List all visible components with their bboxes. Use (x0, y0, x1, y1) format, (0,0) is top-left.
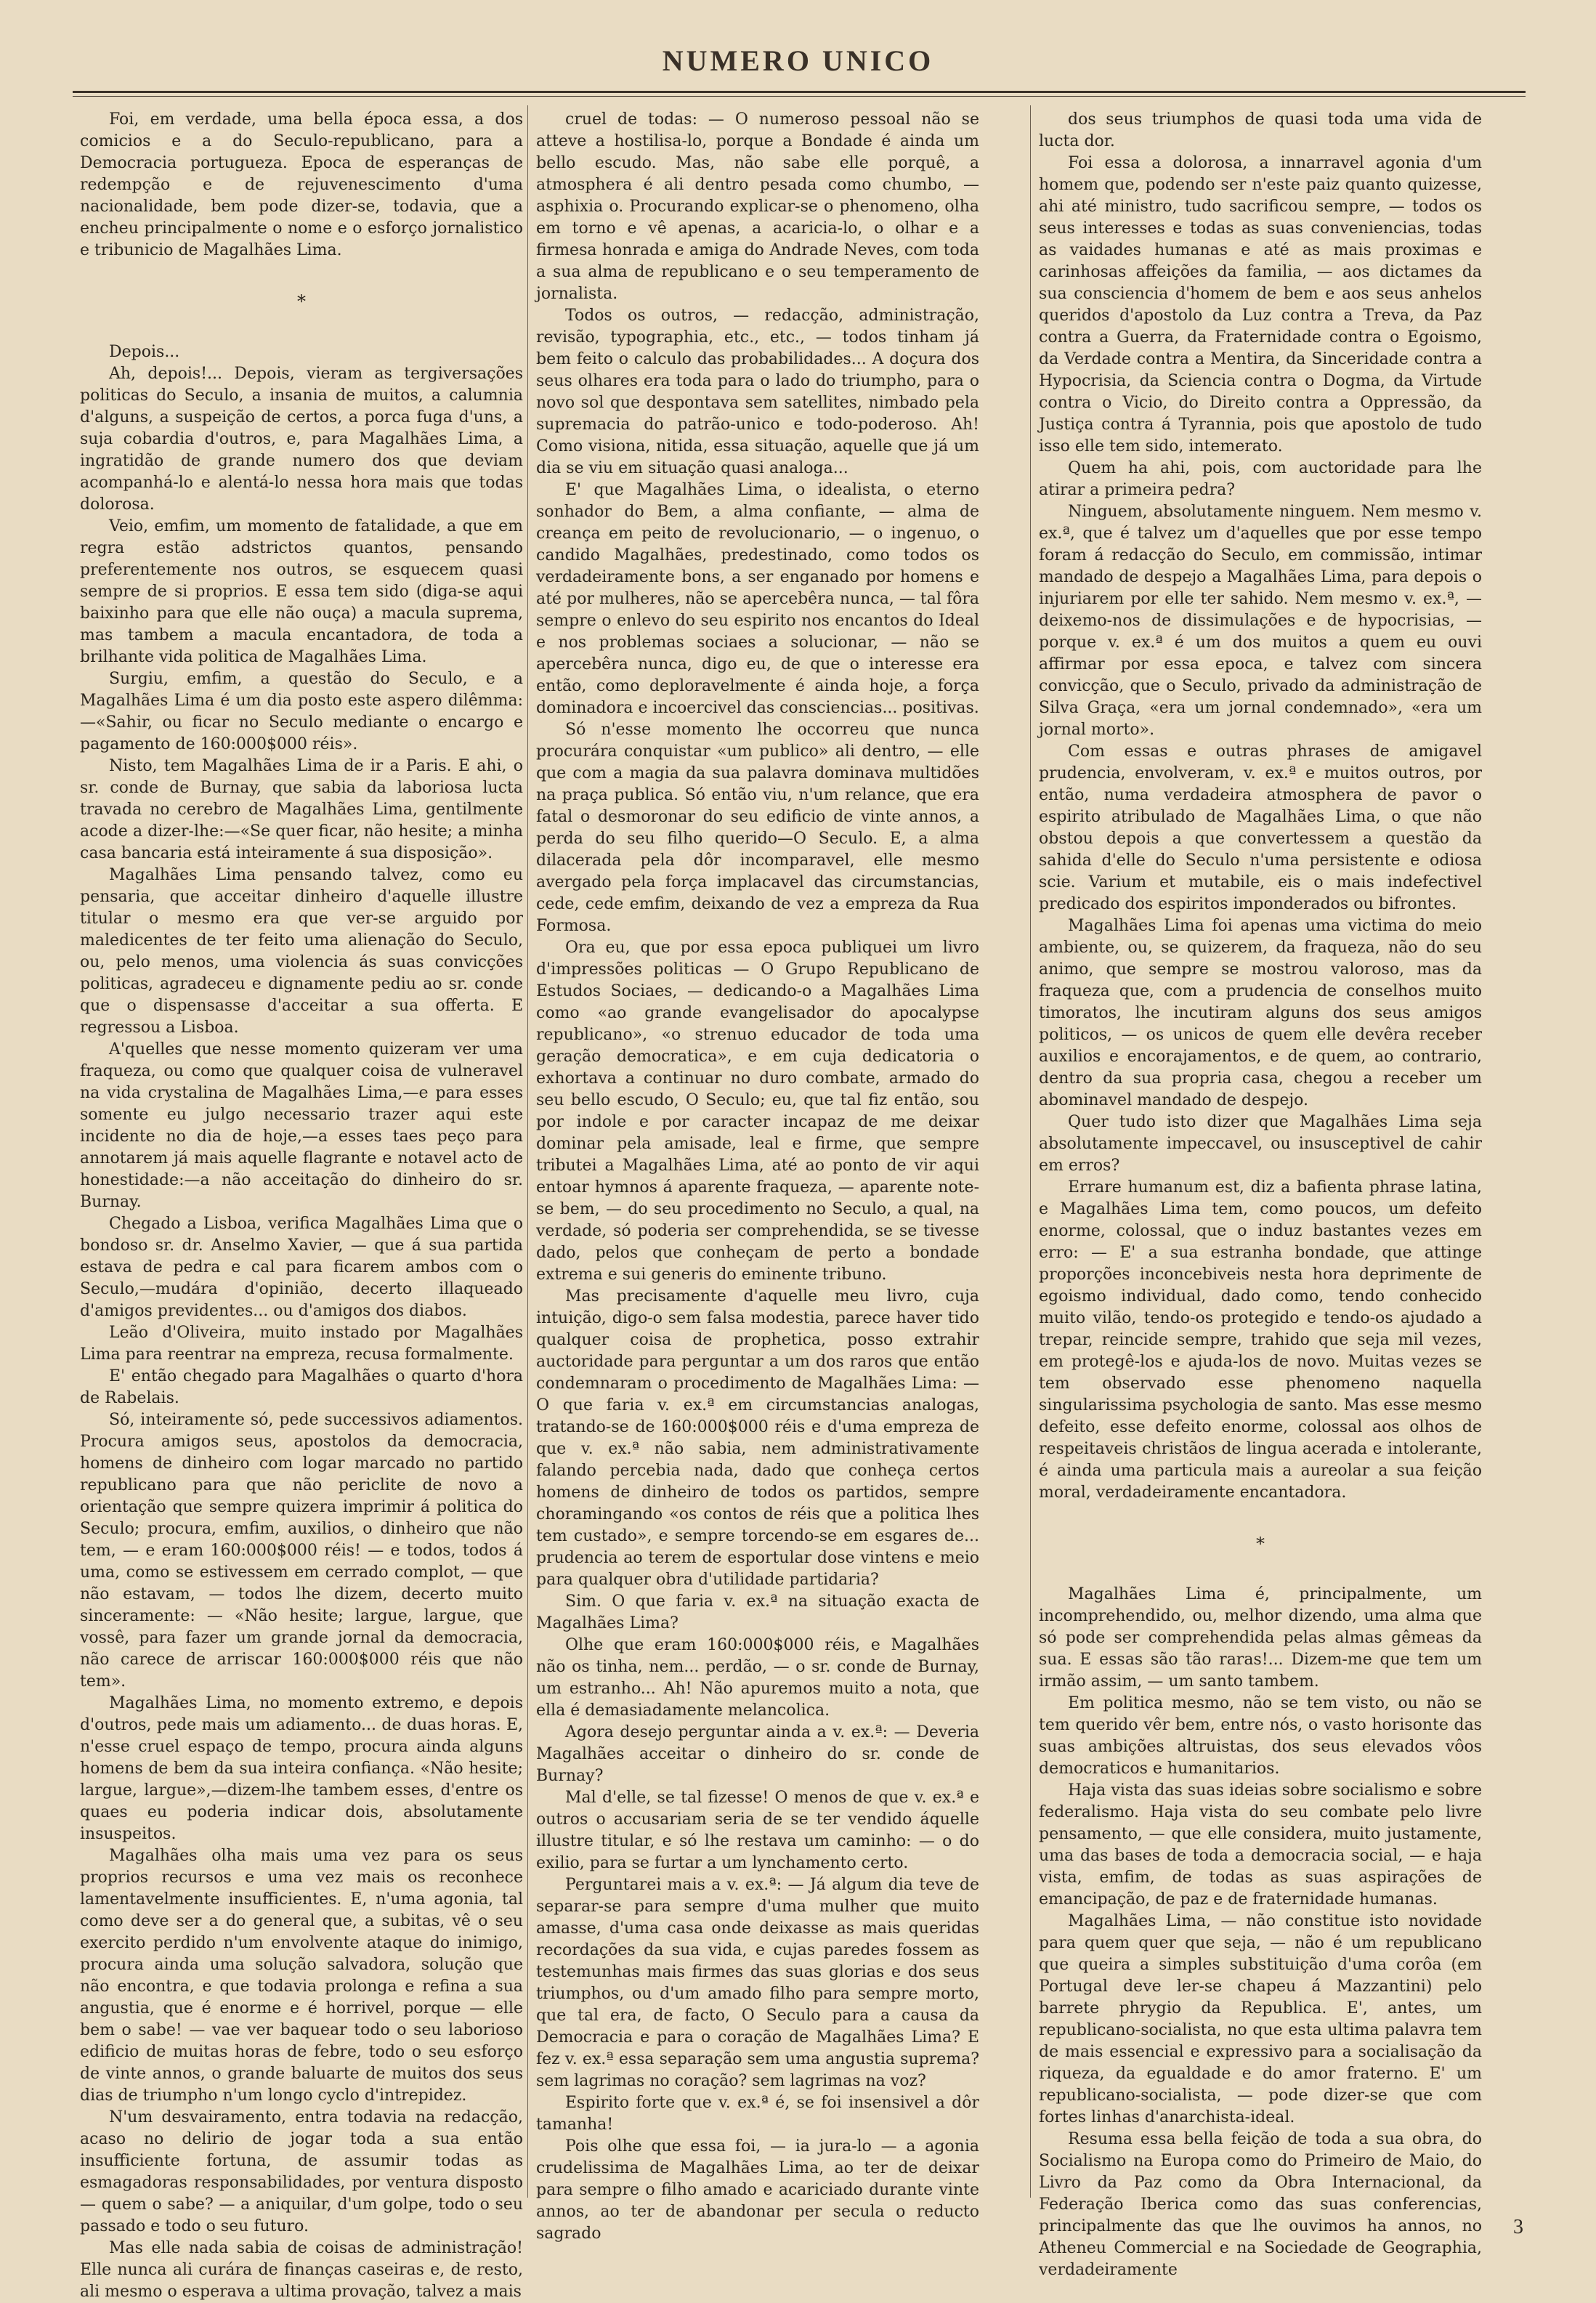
paragraph: Só, inteiramente só, pede successivos adiamentos. Procura amigos seus, apostolos da democracia, homens de dinheiro com logar marcado no partido republicano para que não periclite de novo a orientação que sempre quizera imprimir á politica do Seculo; procura, emfim, auxilios, o dinheiro que não tem, — e eram 160:000$000 réis! — e todos, todos á uma, como se estivessem em cerrado complot, — que não estavam, — todos lhe dizem, decerto muito sinceramente: — «Não hesite; largue, largue, que vossê, para fazer um grande jornal da democracia, não carece de arriscar 160:000$000 réis que não tem». (80, 1411, 523, 1691)
paragraph: Depois... (109, 343, 180, 361)
page-header: NUMERO UNICO (662, 44, 934, 77)
paragraph: Em politica mesmo, não se tem visto, ou não se tem querido vêr bem, entre nós, o vasto horisonte das suas ambições altruistas, dos seus elevados vôos democraticos e humanitarios. (1039, 1694, 1482, 1778)
column-divider-2 (1030, 105, 1031, 2198)
paragraph: Magalhães Lima é, principalmente, um incomprehendido, ou, melhor dizendo, uma alma que só pode ser comprehendida pelas almas gêmeas da sua. E essas são tão raras!... Dizem-me que tem um irmão assim, — um santo tambem. (1039, 1585, 1482, 1691)
paragraph: Foi essa a dolorosa, a innarravel agonia d'um homem que, podendo ser n'este paiz quanto quizesse, ahi até ministro, tudo sacrificou sempre, — todos os seus interesses e todas as suas conveniencias, todas as vaidades humanas e até as mais proximas e carinhosas affeições da familia, — aos dictames da sua consciencia d'homem de bem e aos seus anhelos queridos d'apostolo da Luz contra a Treva, da Paz contra a Guerra, da Fraternidade contra o Egoismo, da Verdade contra a Mentira, da Sinceridade contra a Hypocrisia, da Sciencia contra o Dogma, da Virtude contra o Vicio, do Direito contra a Oppressão, da Justiça contra á Tyrannia, pois que apostolo de tudo isso elle tem sido, intemerato. (1039, 154, 1482, 456)
paragraph: Agora desejo perguntar ainda a v. ex.ª: — Deveria Magalhães acceitar o dinheiro do sr. conde de Burnay? (536, 1723, 979, 1785)
section-separator: * (297, 291, 306, 312)
paragraph: cruel de todas: — O numeroso pessoal não se atteve a hostilisa-lo, porque a Bondade é ainda um bello escudo. Mas, não sabe elle porquê, a atmosphera é ali dentro pesada como chumbo, — asphixia o. Procurando explicar-se o phenomeno, olha em torno e vê apenas, a acaricia-lo, o olhar e a firmesa honrada e amiga do Andrade Neves, com toda a sua alma de republicano e o seu temperamento de jornalista. (536, 110, 979, 303)
paragraph: E' que Magalhães Lima, o idealista, o eterno sonhador do Bem, a alma confiante, — alma de creança em peito de revolucionario, — o ingenuo, o candido Magalhães, predestinado, como todos os verdadeiramente bons, a ser enganado por homens e até por mulheres, não se apercebêra nunca, — tal fôra sempre o enlevo do seu espirito nos encantos do Ideal e nos problemas sociaes a solucionar, — não se apercebêra nunca, digo eu, de que o interesse era então, como deploravelmente é ainda hoje, a força dominadora e incoercivel das consciencias... positivas. (536, 481, 979, 717)
paragraph: Magalhães Lima, no momento extremo, e depois d'outros, pede mais um adiamento... de duas horas. E, n'esse cruel espaço de tempo, procura ainda alguns homens de bem da sua inteira confiança. «Não hesite; largue, largue»,—dizem-lhe tambem esses, d'entre os quaes eu poderia indicar dois, absolutamente insuspeitos. (80, 1694, 523, 1843)
paragraph: Mas precisamente d'aquelle meu livro, cuja intuição, digo-o sem falsa modestia, parece haver tido qualquer coisa de prophetica, posso extrahir auctoridade para perguntar a um dos raros que então condemnaram o procedimento de Magalhães Lima: — O que faria v. ex.ª em circumstancias analogas, tratando-se de 160:000$000 réis e d'uma empreza de que v. ex.ª não sabia, nem administrativamente falando percebia nada, dado que conheça certos homens de dinheiro de todos os partidos, sempre choramingando «os contos de réis que a politica lhes tem custado», e sempre torcendo-se em esgares de... prudencia ao terem de esportular dose vintens e meio para qualquer obra d'utilidade partidaria? (536, 1287, 979, 1589)
paragraph: Perguntarei mais a v. ex.ª: — Já algum dia teve de separar-se para sempre d'uma mulher que muito amasse, d'uma casa onde deixasse as mais queridas recordações da sua vida, e cujas paredes fossem as testemunhas mais firmes das suas glorias e dos seus triumphos, ou d'um amado filho para sempre morto, que tal era, de facto, O Seculo para a causa da Democracia e para o coração de Magalhães Lima? E fez v. ex.ª essa separação sem uma angustia suprema? sem lagrimas no coração? sem lagrimas na voz? (536, 1876, 979, 2090)
paragraph: Magalhães Lima foi apenas uma victima do meio ambiente, ou, se quizerem, da fraqueza, não do seu animo, que sempre se mostrou valoroso, mas da fraqueza que, com a prudencia de conselhos muito timoratos, lhe incutiram alguns dos seus amigos politicos, — os unicos de quem elle devêra receber auxilios e encorajamentos, e de quem, ao contrario, dentro da sua propria casa, chegou a receber um abominavel mandado de despejo. (1039, 917, 1482, 1109)
paragraph: E' então chegado para Magalhães o quarto d'hora de Rabelais. (80, 1367, 523, 1407)
paragraph: Espirito forte que v. ex.ª é, se foi insensivel a dôr tamanha! (536, 2094, 979, 2134)
page-number: 3 (1513, 2216, 1523, 2238)
header-rule (73, 91, 1526, 93)
paragraph: Magalhães olha mais uma vez para os seus proprios recursos e uma vez mais os reconhece lamentavelmente insufficientes. E, n'uma agonia, tal como deve ser a do general que, a subitas, vê o seu exercito perdido n'um envolvente ataque do inimigo, procura ainda uma solução salvadora, solução que não encontra, e que todavia prolonga e refina a sua angustia, que é enorme e é horrivel, porque — elle bem o sabe! — vae ver baquear todo o seu laborioso edificio de muitas horas de febre, todo o seu esforço de vinte annos, o grande baluarte de muitos dos seus dias de triumpho n'um longo cyclo d'intrepidez. (80, 1847, 523, 2105)
paragraph: Surgiu, emfim, a questão do Seculo, e a Magalhães Lima é um dia posto este aspero dilêmma:—«Sahir, ou ficar no Seculo mediante o encargo e pagamento de 160:000$000 réis». (80, 670, 523, 753)
paragraph: Pois olhe que essa foi, — ia jura-lo — a agonia crudelissima de Magalhães Lima, ao ter de deixar para sempre o filho amado e acariciado durante vinte annos, ao ter de abandonar per secula o reducto sagrado (536, 2137, 979, 2243)
column-divider-1 (527, 105, 528, 2198)
paragraph: Quem ha ahi, pois, com auctoridade para lhe atirar a primeira pedra? (1039, 459, 1482, 499)
paragraph: Mas elle nada sabia de coisas de administração! Elle nunca ali curára de finanças caseiras e, de resto, ali mesmo o esperava a ultima provação, talvez a mais (80, 2239, 523, 2301)
section-separator: * (1256, 1534, 1265, 1554)
text-column-2 (536, 109, 979, 2243)
paragraph: N'um desvairamento, entra todavia na redacção, acaso no delirio de jogar toda a sua então insufficiente fortuna, de assumir todas as esmagadoras responsabilidades, por ventura disposto — quem o sabe? — a aniquilar, d'um golpe, todo o seu passado e todo o seu futuro. (80, 2108, 523, 2235)
paragraph: Resuma essa bella feição de toda a sua obra, do Socialismo na Europa como do Primeiro de Maio, do Livro da Paz como da Obra Internacional, da Federação Iberica como das suas conferencias, principalmente das que lhe ouvimos ha annos, no Atheneu Commercial e na Sociedade de Geographia, verdadeiramente (1039, 2130, 1482, 2279)
paragraph: Só n'esse momento lhe occorreu que nunca procurára conquistar «um publico» ali dentro, — elle que com a magia da sua palavra dominava multidões na praça publica. Só então viu, n'um relance, que era fatal o desmoronar do seu edificio de vinte annos, a perda do seu filho querido—O Seculo. E, a alma dilacerada pela dôr incomparavel, elle mesmo avergado pela força implacavel das circumstancias, cede, cede emfim, deixando de vez a empreza da Rua Formosa. (536, 721, 979, 935)
paragraph: Com essas e outras phrases de amigavel prudencia, envolveram, v. ex.ª e muitos outros, por então, numa verdadeira atmosphera de pavor o espirito atribulado de Magalhães Lima, o que não obstou depois a que convertessem a questão da sahida d'elle do Seculo n'uma persistente e odiosa scie. Varium et mutabile, eis o mais indefectivel predicado dos espiritos imponderados ou bifrontes. (1039, 742, 1482, 913)
paragraph: Ninguem, absolutamente ninguem. Nem mesmo v. ex.ª, que é talvez um d'aquelles que por esse tempo foram á redacção do Seculo, em commissão, intimar mandado de despejo a Magalhães Lima, para depois o injuriarem por elle ter sahido. Nem mesmo v. ex.ª, — deixemo-nos de dissimulações e de hypocrisias, — porque v. ex.ª é um dos muitos a quem eu ouvi affirmar por essa epoca, e talvez com sincera convicção, que o Seculo, privado da administração de Silva Graça, «era um jornal condemnado», «era um jornal morto». (1039, 503, 1482, 739)
paragraph: Ora eu, que por essa epoca publiquei um livro d'impressões politicas — O Grupo Republicano de Estudos Sociaes, — dedicando-o a Magalhães Lima como «ao grande evangelisador do apocalypse republicano», «o strenuo educador de toda uma geração democratica», e em cuja dedicatoria o exhortava a continuar no duro combate, armado do seu bello escudo, O Seculo; eu, que tal fiz então, sou por indole e por caracter incapaz de me deixar dominar pela amisade, leal e firme, que sempre tributei a Magalhães Lima, até ao ponto de vir aqui entoar hymnos á aparente fraqueza, — aparente note-se bem, — do seu procedimento no Seculo, a qual, na verdade, só poderia ser comprehendida, se se tivesse dado, pelos que conheçam de perto a bondade extrema e sui generis do eminente tribuno. (536, 939, 979, 1284)
paragraph: Todos os outros, — redacção, administração, revisão, typographia, etc., etc., — todos tinham já bem feito o calculo das probabilidades... A doçura dos seus olhares era toda para o lado do triumpho, para o novo sol que despontava sem satellites, nimbado pela supremacia do patrão-unico e todo-poderoso. Ah! Como visiona, nitida, essa situação, aquelle que já um dia se viu em situação quasi analoga... (536, 307, 979, 477)
paragraph: A'quelles que nesse momento quizeram ver uma fraqueza, ou como que qualquer coisa de vulneravel na vida crystalina de Magalhães Lima,—e para esses somente eu julgo necessario trazer aqui este incidente no dia de hoje,—a esses taes peço para annotarem já mais aquelle flagrante e notavel acto de honestidade:—a não acceitação do dinheiro do sr. Burnay. (80, 1040, 523, 1211)
paragraph: Veio, emfim, um momento de fatalidade, a que em regra estão adstrictos quantos, pensando preferentemente nos outros, se esquecem quasi sempre de si proprios. E essa tem sido (diga-se aqui baixinho para que elle não ouça) a macula suprema, mas tambem a macula encantadora, de toda a brilhante vida politica de Magalhães Lima. (80, 517, 523, 666)
paragraph: Magalhães Lima pensando talvez, como eu pensaria, que acceitar dinheiro d'aquelle illustre titular o mesmo era que ver-se arguido por maledicentes de ter feito uma alienação do Seculo, ou, pelo menos, uma violencia ás suas convicções politicas, agradeceu e dignamente pediu ao sr. conde que o dispensasse d'acceitar a sua offerta. E regressou a Lisboa. (80, 866, 523, 1037)
header-rule-thin (73, 96, 1526, 97)
text-column-3 (1039, 109, 1482, 2279)
paragraph: Foi, em verdade, uma bella época essa, a dos comicios e a do Seculo-republicano, para a Democracia portugueza. Epoca de esperanças de redempção e de rejuvenescimento d'uma nacionalidade, bem pode dizer-se, todavia, que a encheu principalmente o nome e o esforço jornalistico e tribunicio de Magalhães Lima. (80, 110, 523, 259)
paragraph: Nisto, tem Magalhães Lima de ir a Paris. E ahi, o sr. conde de Burnay, que sabia da laboriosa lucta travada no cerebro de Magalhães Lima, gentilmente acode a dizer-lhe:—«Se quer ficar, não hesite; a minha casa bancaria está inteiramente á sua disposição». (80, 757, 523, 862)
paragraph: Sim. O que faria v. ex.ª na situação exacta de Magalhães Lima? (536, 1592, 979, 1632)
paragraph: Mal d'elle, se tal fizesse! O menos de que v. ex.ª e outros o accusariam seria de se ter vendido áquelle illustre titular, e só lhe restava um caminho: — o do exilio, para se furtar a um lynchamento certo. (536, 1789, 979, 1872)
paragraph: Magalhães Lima, — não constitue isto novidade para quem quer que seja, — não é um republicano que queira a simples substituição d'uma corôa (em Portugal deve ler-se chapeu á Mazzantini) pelo barrete phrygio da Republica. E', antes, um republicano-socialista, no que esta ultima palavra tem de mais essencial e expressivo para a socialisação da riqueza, da egualdade e do amor fraterno. E' um republicano-socialista, — pode dizer-se que com fortes linhas d'anarchista-ideal. (1039, 1912, 1482, 2126)
paragraph: Quer tudo isto dizer que Magalhães Lima seja absolutamente impeccavel, ou insusceptivel de cahir em erros? (1039, 1113, 1482, 1175)
text-column-1 (80, 109, 523, 2301)
paragraph: Errare humanum est, diz a bafienta phrase latina, e Magalhães Lima tem, como poucos, um defeito enorme, colossal, que o induz bastantes vezes em erro: — E' a sua estranha bondade, que attinge proporções inconcebiveis nesta hora deprimente de egoismo individual, dado como, tendo conhecido muito vilão, tendo-os protegido e tendo-os ajudado a trepar, reincide sempre, trahido que seja mil vezes, em protegê-los e ajuda-los de novo. Muitas vezes se tem observado esse phenomeno naquella singularissima psychologia de santo. Mas esse mesmo defeito, esse defeito enorme, colossal aos olhos de respeitaveis christãos de lingua acerada e intolerante, é ainda uma particula mais a aureolar a sua feição moral, verdadeiramente encantadora. (1039, 1178, 1482, 1502)
paragraph: Chegado a Lisboa, verifica Magalhães Lima que o bondoso sr. dr. Anselmo Xavier, — que á sua partida estava de pedra e cal para ficarem ambos com o Seculo,—mudára d'opinião, decerto illaqueado d'amigos previdentes... ou d'amigos dos diabos. (80, 1215, 523, 1320)
paragraph: dos seus triumphos de quasi toda uma vida de lucta dor. (1039, 110, 1482, 150)
paragraph: Olhe que eram 160:000$000 réis, e Magalhães não os tinha, nem... perdão, — o sr. conde de Burnay, um estranho... Ah! Não apuremos muito a nota, que ella é demasiadamente melancolica. (536, 1636, 979, 1720)
paragraph: Leão d'Oliveira, muito instado por Magalhães Lima para reentrar na empreza, recusa formalmente. (80, 1324, 523, 1364)
paragraph: Ah, depois!... Depois, vieram as tergiversações politicas do Seculo, a insania de muitos, a calumnia d'alguns, a suspeição de certos, a porca fuga d'uns, a suja cobardia d'outros, e, para Magalhães Lima, a ingratidão de grande numero dos que deviam acompanhá-lo e alentá-lo nessa hora mais que todas dolorosa. (80, 365, 523, 514)
paragraph: Haja vista das suas ideias sobre socialismo e sobre federalismo. Haja vista do seu combate pelo livre pensamento, — que elle considera, muito justamente, uma das bases de toda a democracia social, — e haja vista, emfim, de todas as suas aspirações de emancipação, de paz e de fraternidade humanas. (1039, 1781, 1482, 1909)
